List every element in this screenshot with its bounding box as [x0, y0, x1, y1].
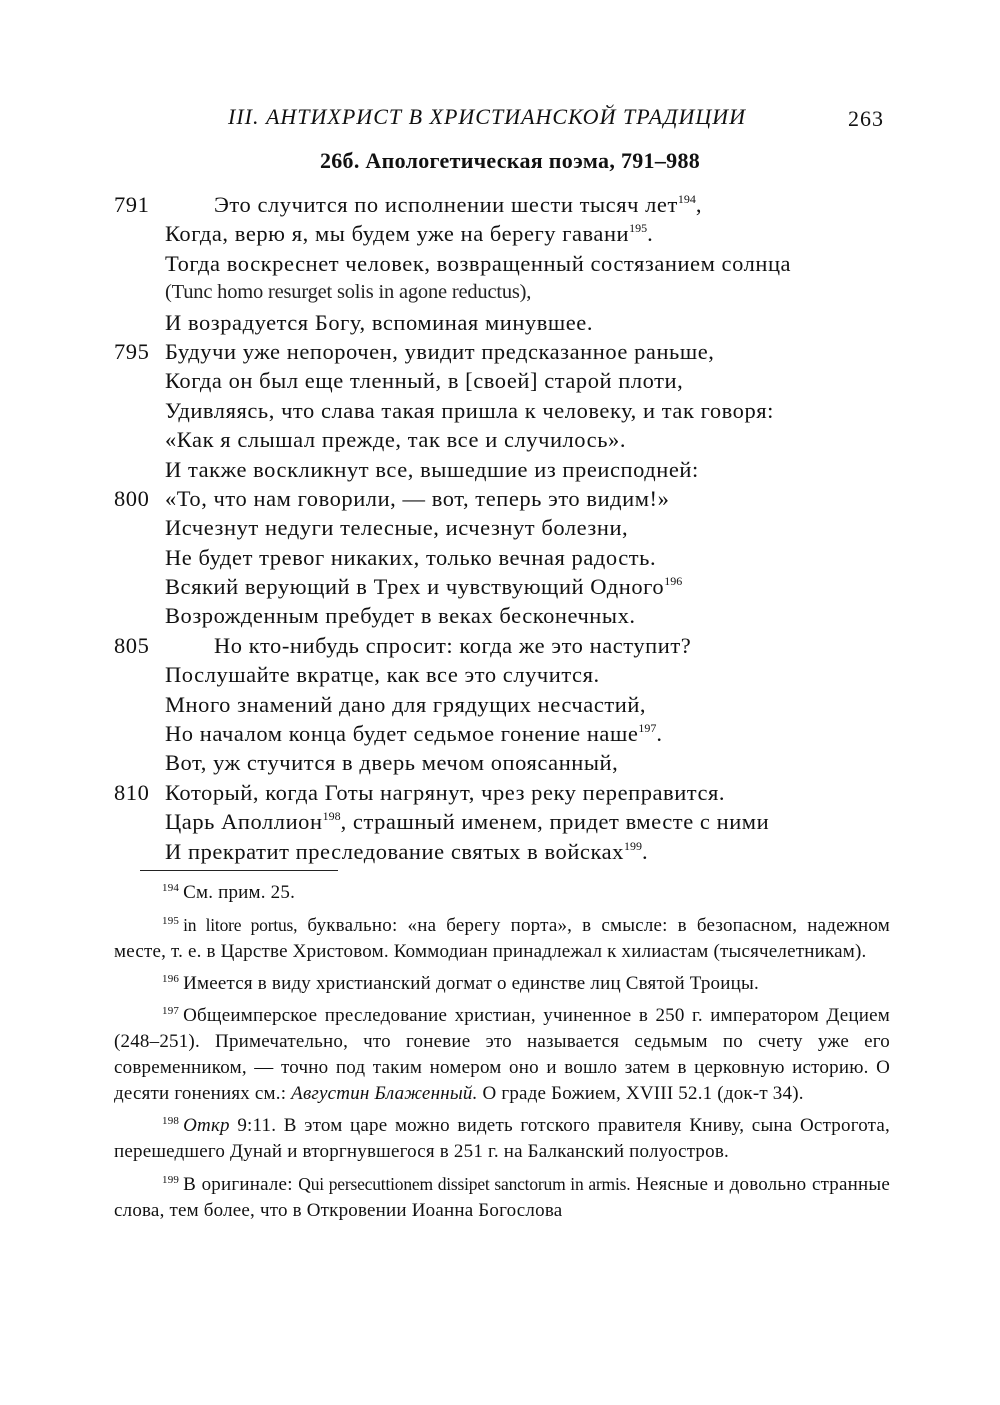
line-number: 791 — [114, 192, 150, 217]
footnote-ref: 194 — [677, 192, 696, 206]
footnote-196: $^{196}$ Имеется в виду христианский догмат о единстве лиц Святой Троицы. — [162, 973, 759, 994]
page-number: 263 — [848, 106, 884, 131]
poem-line — [0, 719, 1000, 748]
line-text: Исчезнут недуги телесные, исчезнут болезни, — [165, 515, 629, 541]
line-text: Когда, верю я, мы будем уже на берегу гавани$^{195}$. — [165, 221, 654, 247]
poem-line — [0, 190, 1000, 219]
footnote-mark: 198 — [162, 1115, 180, 1127]
footnote-198: $^{198}$ Откр 9:11. В этом царе можно видеть готского правителя Книву, сына Острогота, перешедшего Дунай и вторгнувшегося в 251 г. на Балканский полуостров. — [114, 1115, 890, 1162]
footnote-197: $^{197}$ Общеимперское преследование христиан, учиненное в 250 г. императором Децием (248–251). Примечательно, что гоневие это называется седьмым по счету уже его современником, — точно под таким номером оно и вошло затем в церковную историю. О десяти гонениях см.: Августин Блаженный. О граде Божием, XVIII 52.1 (док-т 34). — [114, 1005, 890, 1104]
footnote-divider — [140, 870, 338, 871]
poem-line — [0, 660, 1000, 689]
poem-line — [0, 543, 1000, 572]
line-text: Удивляясь, что слава такая пришла к человеку, и так говоря: — [165, 397, 774, 423]
poem-line — [0, 366, 1000, 395]
line-text: Вот, уж стучится в дверь мечом опоясанный, — [165, 750, 619, 776]
poem-line — [0, 807, 1000, 836]
poem-line — [0, 455, 1000, 484]
line-text: Возрожденным пребудет в веках бесконечных. — [165, 603, 636, 629]
footnote-mark: 197 — [162, 1005, 180, 1017]
footnote-ref: 199 — [623, 838, 642, 853]
line-text: Послушайте вкратце, как все это случится. — [165, 662, 600, 688]
footnote-ref: 195 — [629, 221, 648, 236]
line-text: И возрадуется Богу, вспоминая минувшее. — [165, 309, 594, 335]
poem-line — [0, 337, 1000, 366]
footnote-mark: 199 — [162, 1174, 180, 1186]
line-text: И также воскликнут все, вышедшие из преисподней: — [165, 456, 699, 482]
line-number: 805 — [114, 632, 150, 658]
poem-line — [0, 396, 1000, 425]
line-text: Царь Аполлион$^{198}$, страшный именем, придет вместе с ними — [165, 809, 770, 835]
footnote-195: $^{195}$ in litore portus, буквально: «на берегу порта», в смысле: в безопасном, надежном месте, т. е. в Царстве Христовом. Коммодиан принадлежал к хилиастам (тысячелетникам). — [114, 915, 890, 962]
line-text: Но кто-нибудь спросит: когда же это наступит? — [214, 632, 692, 658]
footnote-ref: 198 — [322, 809, 341, 824]
poem-line — [0, 572, 1000, 601]
poem-line — [0, 601, 1000, 630]
poem-line — [0, 837, 1000, 866]
poem-line — [0, 484, 1000, 513]
line-number: 795 — [114, 338, 150, 364]
poem-line — [0, 219, 1000, 248]
footnotes — [114, 880, 890, 1230]
poem-line — [0, 249, 1000, 278]
footnote-199: $^{199}$ В оригинале: Qui persecuttionem dissipet sanctorum in armis. Неясные и довольно странные слова, тем более, что в Откровении Иоанна Богослова — [114, 1174, 890, 1221]
section-title: 26б. Апологетическая поэма, 791–988 — [319, 148, 701, 173]
footnote-194: $^{194}$ См. прим. 25. — [162, 882, 296, 903]
running-title: III. АНТИХРИСТ В ХРИСТИАНСКОЙ ТРАДИЦИИ — [228, 104, 746, 129]
line-text: (Tunc homo resurget solis in agone reductus), — [165, 281, 532, 304]
poem-line — [0, 690, 1000, 719]
line-text: Когда он был еще тленный, в [своей] старой плоти, — [165, 368, 684, 394]
line-text: «То, что нам говорили, — вот, теперь это видим!» — [165, 485, 670, 511]
footnote-mark: 195 — [162, 915, 180, 927]
footnote-ref: 197 — [638, 721, 657, 736]
poem — [0, 190, 1000, 866]
line-text: Не будет тревог никаких, только вечная радость. — [165, 544, 657, 570]
poem-line — [0, 425, 1000, 454]
running-head — [0, 104, 1000, 136]
line-text: «Как я слышал прежде, так все и случилось». — [165, 427, 626, 453]
footnote-ref: 196 — [664, 574, 683, 589]
line-text: Много знамений дано для грядущих несчастий, — [165, 691, 647, 717]
line-text: Который, когда Готы нагрянут, чрез реку переправится. — [165, 779, 726, 805]
line-number: 800 — [114, 485, 150, 511]
poem-line-latin — [0, 278, 1000, 307]
line-text: Будучи уже непорочен, увидит предсказанное раньше, — [165, 338, 715, 364]
line-text: И прекратит преследование святых в войсках$^{199}$. — [165, 838, 649, 864]
poem-line — [0, 308, 1000, 337]
poem-line — [0, 631, 1000, 660]
line-text: Это случится по исполнении шести тысяч лет$^{194}$, — [214, 192, 703, 217]
line-text: Но началом конца будет седьмое гонение наше$^{197}$. — [165, 721, 663, 747]
footnote-mark: 194 — [162, 882, 180, 894]
line-number: 810 — [114, 779, 150, 805]
poem-line — [0, 748, 1000, 777]
poem-line — [0, 778, 1000, 807]
line-text: Всякий верующий в Трех и чувствующий Одного$^{196}$ — [165, 574, 683, 600]
footnote-mark: 196 — [162, 973, 180, 985]
poem-line — [0, 513, 1000, 542]
line-text: Тогда воскреснет человек, возвращенный состязанием солнца — [165, 250, 792, 276]
